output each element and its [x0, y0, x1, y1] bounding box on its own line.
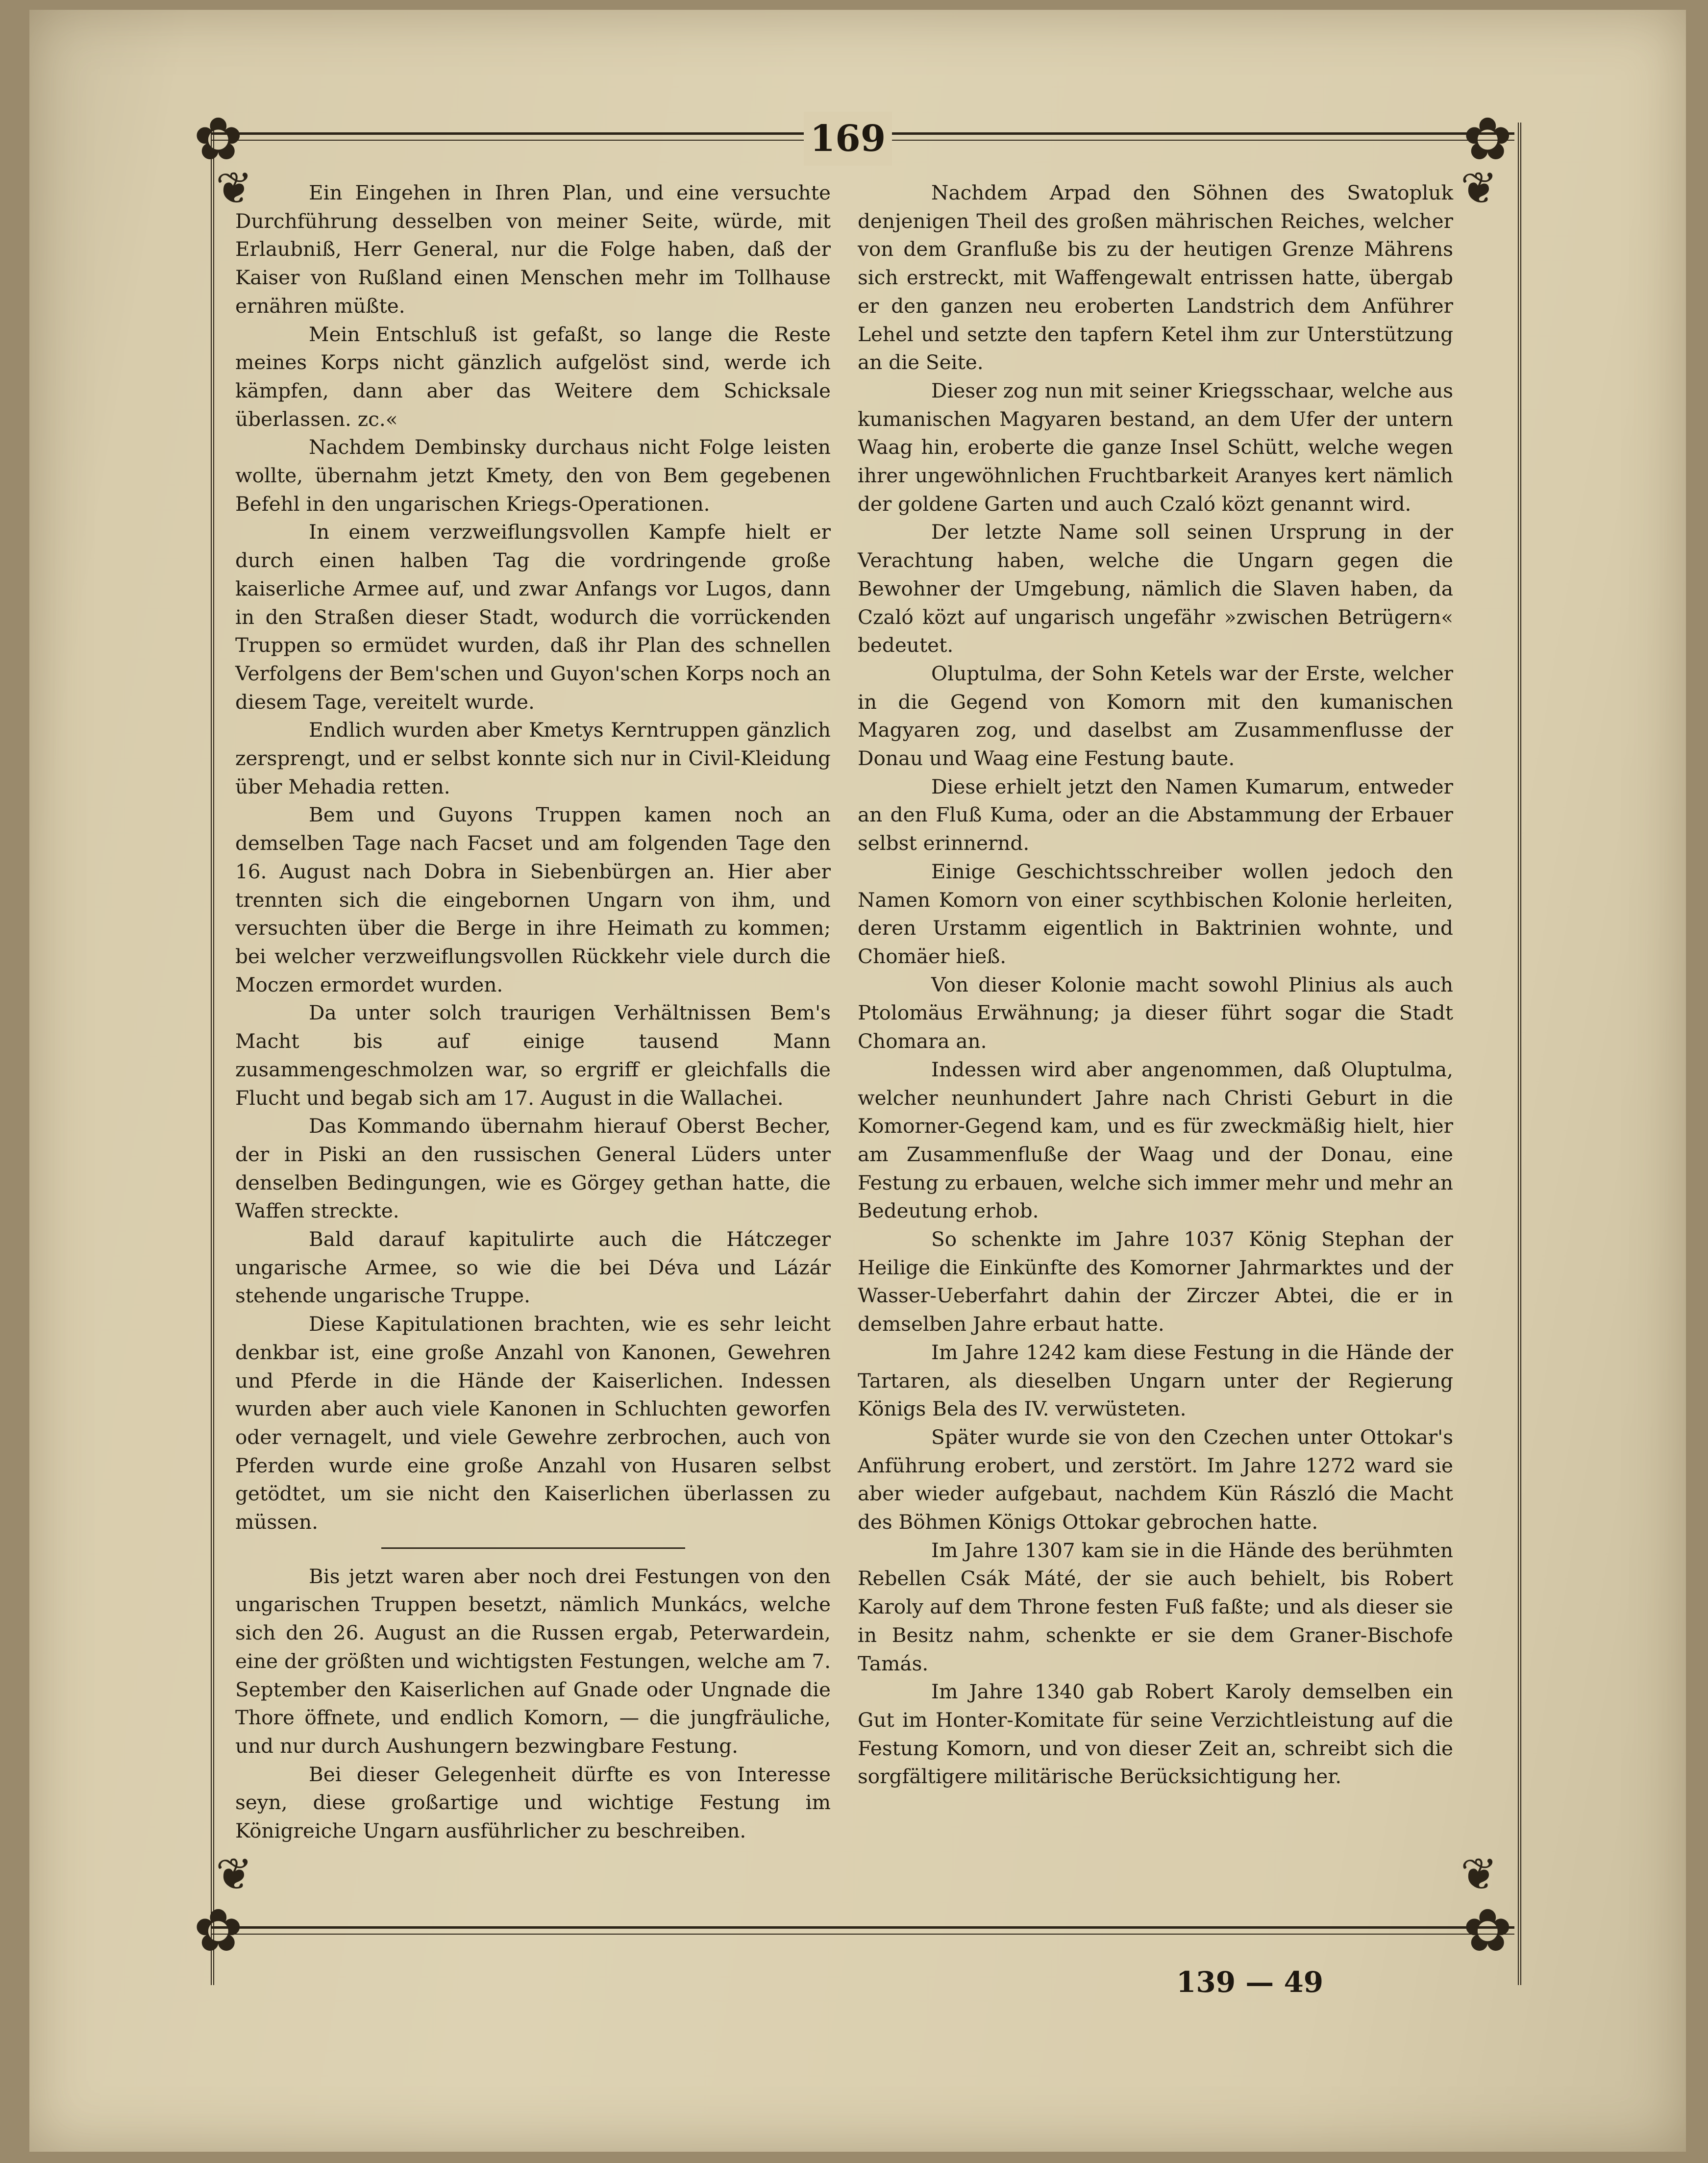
paragraph: Einige Geschichtsschreiber wollen jedoch den Namen Komorn von einer scythbischen Kolonie herleiten, deren Urstamm eigentlich in Baktrinien wohnte, und Chomäer hieß.	[858, 859, 1453, 968]
paragraph: Bei dieser Gelegenheit dürfte es von Interesse seyn, diese großartige und wichtige Festung im Königreiche Ungarn ausführlicher zu beschreiben.	[235, 1762, 831, 1843]
paragraph: Diese erhielt jetzt den Namen Kumarum, entweder an den Fluß Kuma, oder an die Abstammung der Erbauer selbst erinnernd.	[858, 774, 1453, 855]
paragraph: Im Jahre 1307 kam sie in die Hände des berühmten Rebellen Csák Máté, der sie auch behielt, bis Robert Karoly auf dem Throne festen Fuß faßte; und als dieser sie in Besitz nahm, schenkte er sie dem Graner-Bischofe Tamás.	[858, 1538, 1453, 1675]
footer-rule	[211, 1926, 1514, 1935]
paragraph: Das Kommando übernahm hierauf Oberst Becher, der in Piski an den russischen General Lüders unter denselben Bedingungen, wie es Görgey gethan hatte, die Waffen streckte.	[235, 1114, 831, 1223]
paragraph: Mein Entschluß ist gefaßt, so lange die Reste meines Korps nicht gänzlich aufgelöst sind, werde ich kämpfen, dann aber das Weitere dem Schicksale überlassen. zc.«	[235, 322, 831, 431]
paragraph: Nachdem Arpad den Söhnen des Swatopluk denjenigen Theil des großen mährischen Reiches, welcher von dem Granfluße bis zu der heutigen Grenze Mährens sich erstreckt, mit Waffengewalt entrissen hatte, übergab er den ganzen neu eroberten Landstrich dem Anführer Lehel und setzte den tapfern Ketel ihm zur Unterstützung an die Seite.	[858, 181, 1453, 374]
paragraph: Oluptulma, der Sohn Ketels war der Erste, welcher in die Gegend von Komorn mit den kumanischen Magyaren zog, und daselbst am Zusammenflusse der Donau und Waag eine Festung baute.	[858, 661, 1453, 771]
paragraph: Im Jahre 1340 gab Robert Karoly demselben ein Gut im Honter-Komitate für seine Verzichtleistung auf die Festung Komorn, und von dieser Zeit an, schreibt sich die sorgfältigere militärische Berücksichtigung her.	[858, 1680, 1453, 1789]
left-column	[235, 179, 831, 1845]
page-number: 169	[804, 112, 892, 166]
paragraph: Diese Kapitulationen brachten, wie es sehr leicht denkbar ist, eine große Anzahl von Kanonen, Gewehren und Pferde in die Hände der Kaiserlichen. Indessen wurden aber auch viele Kanonen in Schluchten geworfen oder vernagelt, und viele Gewehre zerbrochen, auch von Pferden wurde eine große Anzahl von Husaren selbst getödtet, um sie nicht den Kaiserlichen überlassen zu müssen.	[235, 1312, 831, 1534]
scroll-ornament-icon: ❦	[1460, 163, 1498, 214]
corner-ornament-icon: ✿	[194, 1897, 243, 1965]
paragraph: Später wurde sie von den Czechen unter Ottokar's Anführung erobert, und zerstört. Im Jahre 1272 ward sie aber wieder aufgebaut, nachdem Kün Rászló die Macht des Böhmen Königs Ottokar gebrochen hatte.	[858, 1425, 1453, 1534]
paragraph: Von dieser Kolonie macht sowohl Plinius als auch Ptolomäus Erwähnung; ja dieser führt sogar die Stadt Chomara an.	[858, 972, 1453, 1053]
printer-signature: 139 — 49	[1176, 1965, 1324, 1999]
scroll-ornament-icon: ❦	[1460, 1849, 1498, 1900]
paragraph: Endlich wurden aber Kmetys Kerntruppen gänzlich zersprengt, und er selbst konnte sich nur in Civil-Kleidung über Mehadia retten.	[235, 718, 831, 798]
paragraph: Bis jetzt waren aber noch drei Festungen von den ungarischen Truppen besetzt, nämlich Munkács, welche sich den 26. August an die Russen ergab, Peterwardein, eine der größten und wichtigsten Festungen, welche am 7. September den Kaiserlichen auf Gnade oder Ungnade die Thore öffnete, und endlich Komorn, — die jungfräuliche, und nur durch Aushungern bezwingbare Festung.	[235, 1564, 831, 1758]
corner-ornament-icon: ✿	[1463, 105, 1512, 174]
left-column-paragraphs	[235, 179, 831, 1537]
section-divider	[381, 1547, 685, 1549]
paragraph: Der letzte Name soll seinen Ursprung in der Verachtung haben, welche die Ungarn gegen die Bewohner der Umgebung, nämlich die Slaven haben, da Czaló közt auf ungarisch ungefähr »zwischen Betrügern« bedeutet.	[858, 520, 1453, 657]
paragraph: Bem und Guyons Truppen kamen noch an demselben Tage nach Facset und am folgenden Tage den 16. August nach Dobra in Siebenbürgen an. Hier aber trennten sich die eingebornen Ungarn von ihm, und versuchten über die Berge in ihre Heimath zu kommen; bei welcher verzweiflungsvollen Rückkehr viele durch die Moczen ermordet wurden.	[235, 803, 831, 996]
paragraph: Ein Eingehen in Ihren Plan, und eine versuchte Durchführung desselben von meiner Seite, würde, mit Erlaubniß, Herr General, nur die Folge haben, daß der Kaiser von Rußland einen Menschen mehr im Tollhause ernähren müßte.	[235, 181, 831, 318]
right-column-paragraphs	[858, 179, 1453, 1791]
corner-ornament-icon: ✿	[1463, 1897, 1512, 1965]
paragraph: So schenkte im Jahre 1037 König Stephan der Heilige die Einkünfte des Komorner Jahrmarktes und der Wasser-Ueberfahrt dahin der Zirczer Abtei, die er in demselben Jahre erbaut hatte.	[858, 1227, 1453, 1336]
paragraph: Im Jahre 1242 kam diese Festung in die Hände der Tartaren, als dieselben Ungarn unter der Regierung Königs Bela des IV. verwüsteten.	[858, 1340, 1453, 1421]
left-column-section-paragraphs	[235, 1563, 831, 1845]
corner-ornament-icon: ✿	[194, 105, 243, 174]
paragraph: Dieser zog nun mit seiner Kriegsschaar, welche aus kumanischen Magyaren bestand, an dem Ufer der untern Waag hin, eroberte die ganze Insel Schütt, welche wegen ihrer ungewöhnlichen Fruchtbarkeit Aranyes kert nämlich der goldene Garten und auch Czaló közt genannt wird.	[858, 378, 1453, 516]
scroll-ornament-icon: ❦	[216, 1849, 253, 1900]
paragraph: Nachdem Dembinsky durchaus nicht Folge leisten wollte, übernahm jetzt Kmety, den von Bem gegebenen Befehl in den ungarischen Kriegs-Operationen.	[235, 435, 831, 516]
paragraph: Indessen wird aber angenommen, daß Oluptulma, welcher neunhundert Jahre nach Christi Geburt in die Komorner-Gegend kam, und es für zweckmäßig hielt, hier am Zusammenfluße der Waag und der Donau, eine Festung zu erbauen, welche sich immer mehr und mehr an Bedeutung erhob.	[858, 1057, 1453, 1223]
right-column	[858, 179, 1453, 1791]
paragraph: In einem verzweiflungsvollen Kampfe hielt er durch einen halben Tag die vordringende große kaiserliche Armee auf, und zwar Anfangs vor Lugos, dann in den Straßen dieser Stadt, wodurch die vorrückenden Truppen so ermüdet wurden, daß ihr Plan des schnellen Verfolgens der Bem'schen und Guyon'schen Korps noch an diesem Tage, vereitelt wurde.	[235, 520, 831, 714]
paragraph: Da unter solch traurigen Verhältnissen Bem's Macht bis auf einige tausend Mann zusammengeschmolzen war, so ergriff er gleichfalls die Flucht und begab sich am 17. August in die Wallachei.	[235, 1001, 831, 1110]
paragraph: Bald darauf kapitulirte auch die Hátczeger ungarische Armee, so wie die bei Déva und Lázár stehende ungarische Truppe.	[235, 1227, 831, 1308]
scroll-ornament-icon: ❦	[216, 163, 253, 214]
